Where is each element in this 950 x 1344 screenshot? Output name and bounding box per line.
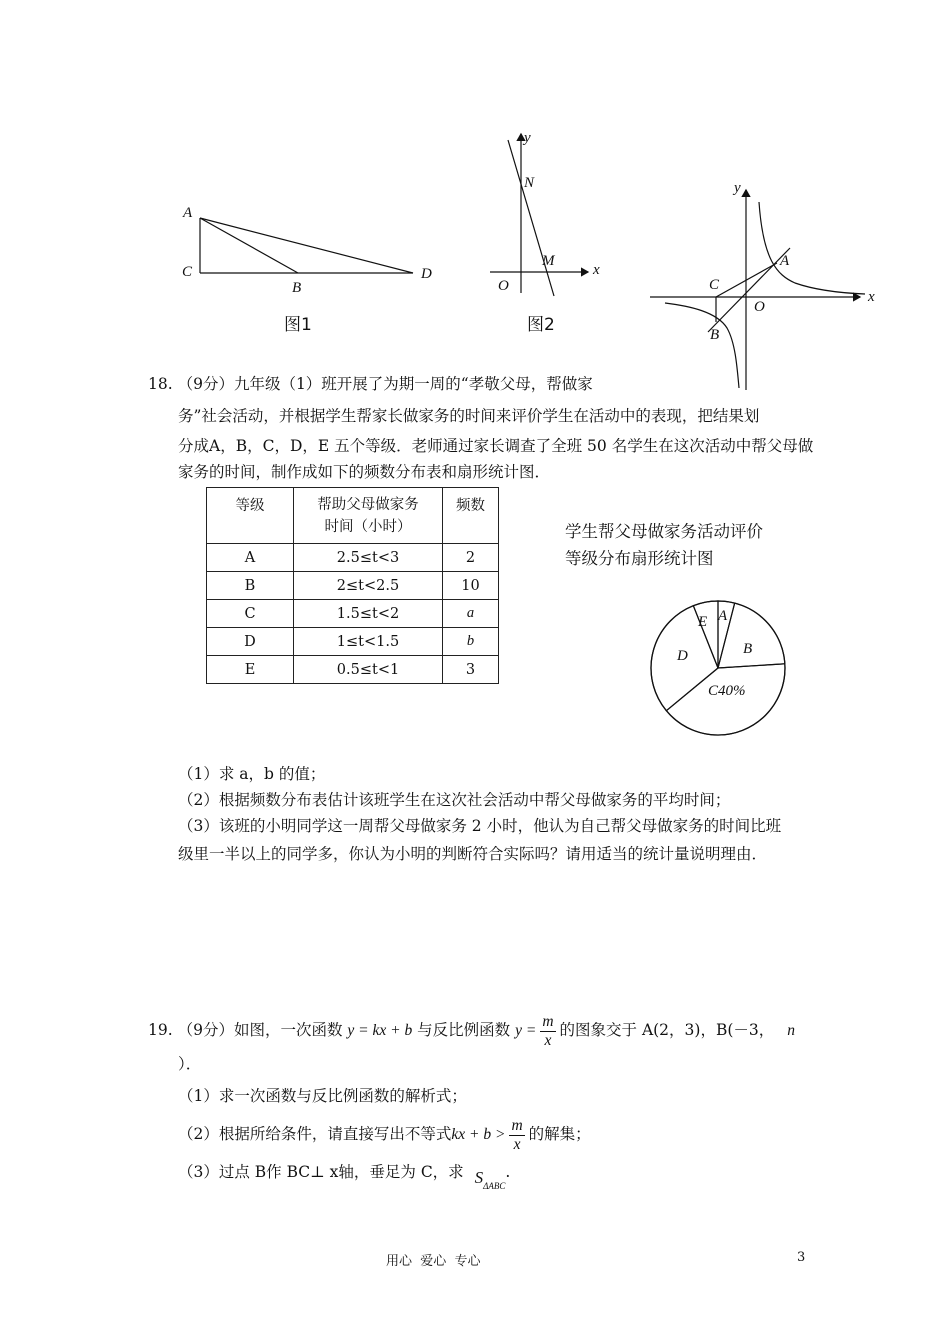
q18-sub-3-line-1: （3）该班的小明同学这一周帮父母做家务 2 小时，他认为自己帮父母做家务的时间比班 <box>178 817 782 835</box>
fig2-label-o: O <box>498 278 509 294</box>
table-header-freq: 频数 <box>443 488 499 544</box>
q19-n: n <box>787 1022 795 1039</box>
pie-title-2: 等级分布扇形统计图 <box>565 549 714 568</box>
fig3-hyperbola-q1 <box>759 202 865 294</box>
fig3-hyperbola-q3 <box>665 303 739 388</box>
fig3-label-b: B <box>710 327 720 343</box>
q19-linear-eq: y = kx + b <box>347 1022 413 1039</box>
table-header-grade: 等级 <box>207 488 294 544</box>
table-cell-time: 2≤t<2.5 <box>294 572 443 600</box>
table-row <box>207 628 499 656</box>
q19-fraction-den: x <box>544 1031 552 1049</box>
pie-title-1: 学生帮父母做家务活动评价 <box>565 522 763 541</box>
fig3-label-a: A <box>780 253 790 269</box>
table-cell-grade: D <box>207 628 294 656</box>
table-cell-freq: 3 <box>443 656 499 684</box>
fig3-label-x: x <box>868 289 875 305</box>
table-cell-freq: 2 <box>443 544 499 572</box>
fig1-label-d: D <box>421 266 432 282</box>
q19-inequality-fraction <box>509 1117 524 1154</box>
table-cell-freq: a <box>443 600 499 628</box>
q18-sub-2: （2）根据频数分布表估计该班学生在这次社会活动中帮父母做家务的平均时间； <box>178 791 731 809</box>
q19-sub-3-post: . <box>505 1163 511 1181</box>
pie-slice-b <box>718 603 785 668</box>
q19-fraction-num: m <box>542 1012 554 1030</box>
pie-label-e: E <box>698 614 708 630</box>
q19-mid: 与反比例函数 <box>417 1021 511 1039</box>
table-header-time-1: 帮助父母做家务 <box>317 496 419 513</box>
table-cell-time: 0.5≤t<1 <box>294 656 443 684</box>
table-cell-freq: 10 <box>443 572 499 600</box>
table-cell-time: 1≤t<1.5 <box>294 628 443 656</box>
q18-sub-3-line-2: 级里一半以上的同学多，你认为小明的判断符合实际吗？请用适当的统计量说明理由． <box>178 845 768 863</box>
pie-label-b: B <box>743 641 753 657</box>
q19-inequality-fraction-den: x <box>513 1135 521 1153</box>
q19-sub-3-pre: （3）过点 B作 BC⊥ x轴，垂足为 C，求 <box>178 1163 464 1181</box>
q19-line-1 <box>148 1006 795 1054</box>
q19-area-subscript: ΔABC <box>483 1181 506 1191</box>
pie-slice-e <box>693 601 718 668</box>
pie-label-c: C40% <box>708 683 746 699</box>
table-cell-time: 1.5≤t<2 <box>294 600 443 628</box>
q19-inverse-eq: y = <box>515 1022 537 1039</box>
fig1-segment-ab <box>200 218 298 273</box>
table-row <box>207 600 499 628</box>
q19-sub-2-pre: （2）根据所给条件，请直接写出不等式 <box>178 1125 452 1143</box>
q19-area-symbol: S <box>474 1168 484 1187</box>
q19-suffix: 的图象交于 A(2，3)，B(－3， <box>559 1021 775 1039</box>
page-number: 3 <box>797 1250 806 1265</box>
fig1-caption: 图1 <box>284 315 312 335</box>
table-row <box>207 656 499 684</box>
footer-motto: 用心 爱心 专心 <box>386 1254 481 1269</box>
q18-sub-1: （1）求 a，b 的值； <box>178 765 326 783</box>
fig3-line-ab <box>708 248 790 332</box>
table-cell-time: 2.5≤t<3 <box>294 544 443 572</box>
q19-inequality-fraction-num: m <box>511 1116 523 1134</box>
fig3-label-c: C <box>709 277 720 293</box>
q18-line-3: 分成A，B，C，D，E 五个等级．老师通过家长调查了全班 50 名学生在这次活动中帮父母做 <box>178 437 814 455</box>
table-cell-grade: A <box>207 544 294 572</box>
frequency-table <box>206 487 499 684</box>
q19-line-2: ）． <box>178 1055 202 1073</box>
table-cell-grade: C <box>207 600 294 628</box>
fig1-label-b: B <box>292 280 302 296</box>
q19-prefix: 19. （9分）如图，一次函数 <box>148 1021 343 1039</box>
q18-line-4: 家务的时间，制作成如下的频数分布表和扇形统计图． <box>178 463 551 481</box>
fig1-label-c: C <box>182 264 193 280</box>
pie-label-a: A <box>718 608 728 624</box>
q19-sub-2-post: 的解集； <box>528 1125 591 1143</box>
table-row <box>207 572 499 600</box>
fig2-label-n: N <box>524 175 535 191</box>
table-header-row <box>207 488 499 544</box>
fig2-caption: 图2 <box>527 315 555 335</box>
figure-3 <box>645 180 875 395</box>
table-cell-grade: B <box>207 572 294 600</box>
fig1-segment-ad <box>200 218 413 273</box>
table-header-time-2: 时间（小时） <box>324 518 412 535</box>
pie-label-d: D <box>677 648 688 664</box>
q19-sub-1: （1）求一次函数与反比例函数的解析式； <box>178 1087 467 1105</box>
fig2-label-x: x <box>593 262 600 278</box>
fig1-label-a: A <box>183 205 193 221</box>
q18-line-2: 务”社会活动，并根据学生帮家长做家务的时间来评价学生在活动中的表现，把结果划 <box>178 407 760 425</box>
figure-2 <box>485 128 605 298</box>
fig2-label-y: y <box>524 130 531 146</box>
fig3-label-o: O <box>754 299 765 315</box>
table-header-time <box>294 488 443 544</box>
q19-sub-2 <box>178 1110 591 1158</box>
q19-fraction <box>540 1013 555 1050</box>
table-cell-grade: E <box>207 656 294 684</box>
table-cell-freq: b <box>443 628 499 656</box>
fig3-label-y: y <box>734 180 741 196</box>
q18-line-1: 18. （9分）九年级（1）班开展了为期一周的“孝敬父母，帮做家 <box>148 375 593 393</box>
fig2-label-m: M <box>542 253 555 269</box>
q19-inequality: kx + b > <box>451 1126 506 1143</box>
table-row <box>207 544 499 572</box>
